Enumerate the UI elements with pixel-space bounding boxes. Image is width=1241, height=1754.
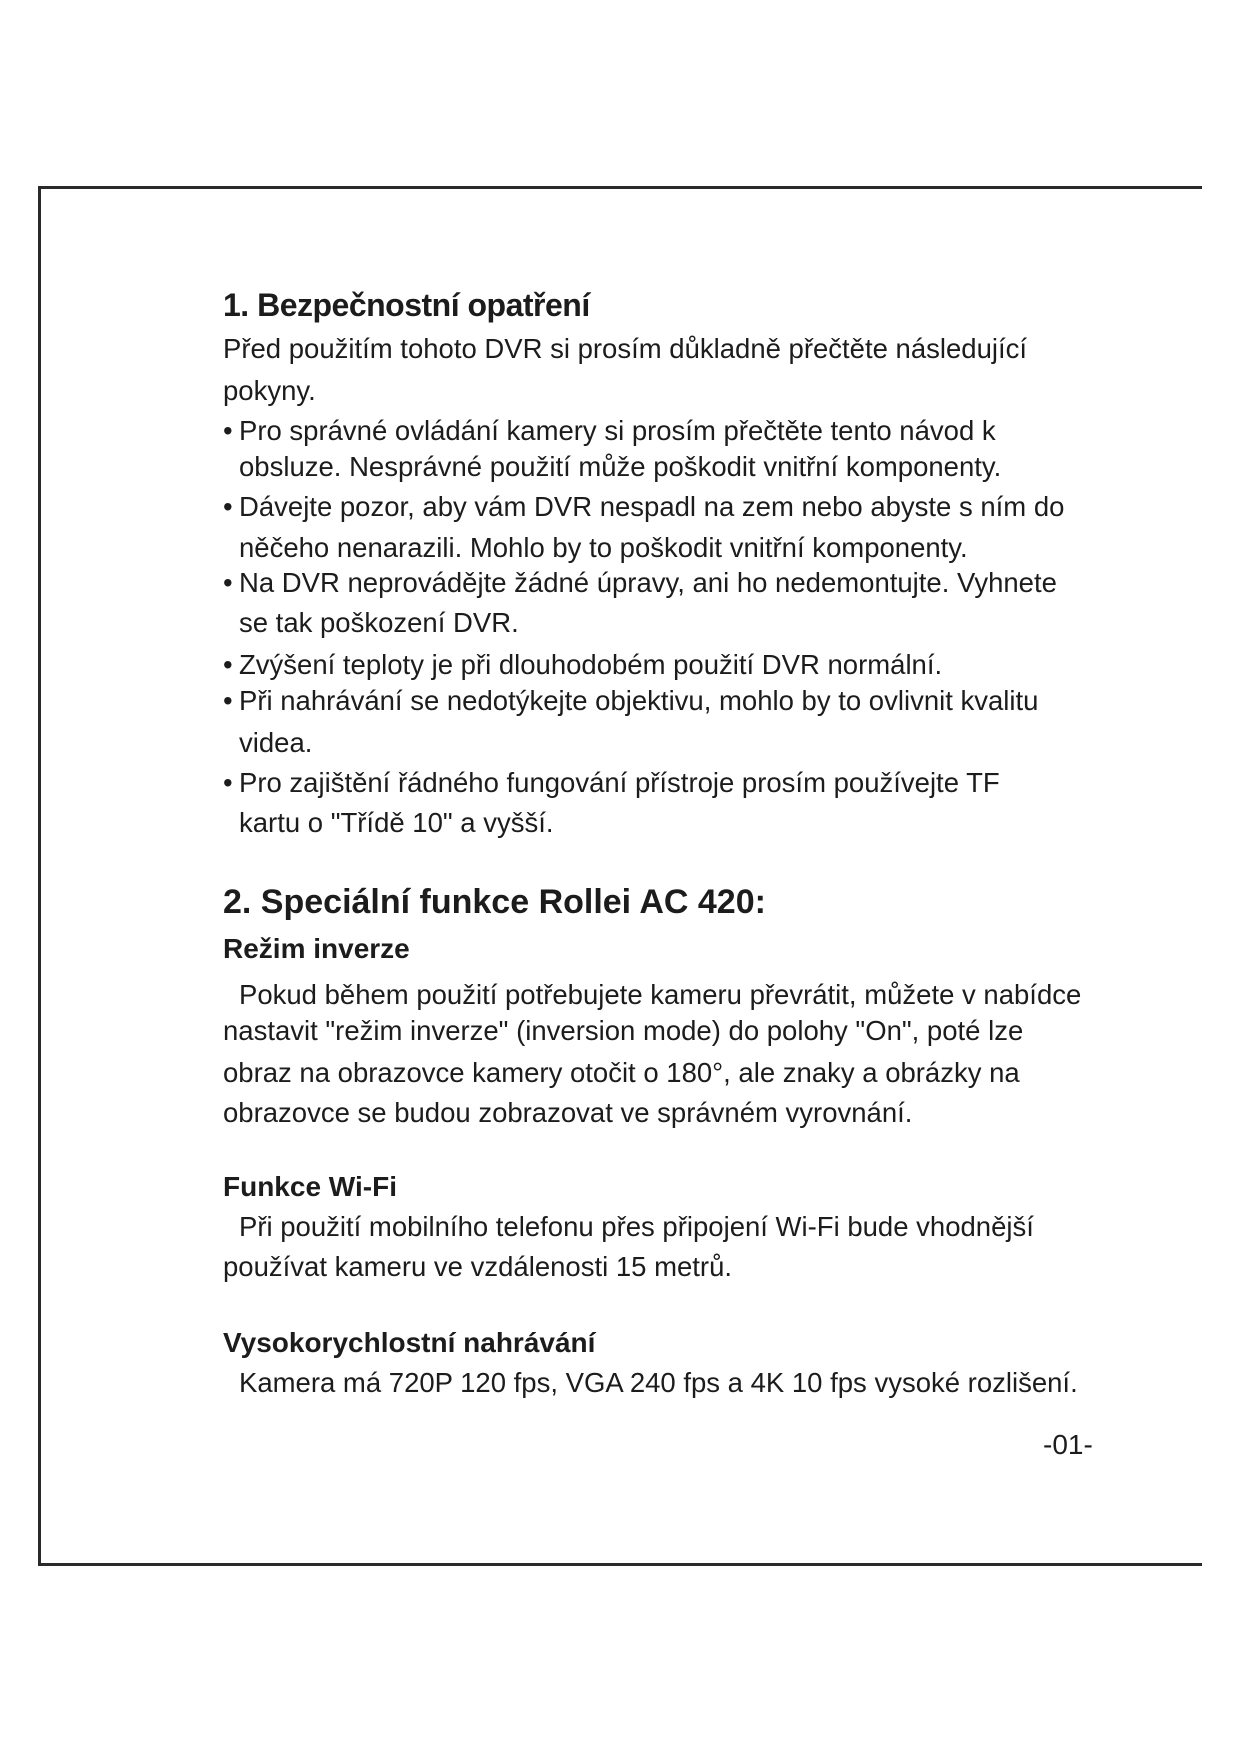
bullet-icon: • — [223, 649, 233, 680]
bullet-text-continued: něčeho nenarazili. Mohlo by to poškodit vnitřní komponenty. — [239, 532, 968, 563]
section1-intro-line2: pokyny. — [223, 375, 316, 406]
inversion-line4: obrazovce se budou zobrazovat ve správném vyrovnání. — [223, 1097, 913, 1128]
bullet-text-continued: se tak poškození DVR. — [239, 607, 519, 638]
bullet-item — [223, 491, 1064, 523]
inversion-line2: nastavit "režim inverze" (inversion mode) do polohy "On", poté lze — [223, 1015, 1024, 1046]
bullet-text: Zvýšení teploty je při dlouhodobém použití DVR normální. — [239, 649, 943, 680]
bullet-text: Pro zajištění řádného fungování přístroje prosím používejte TF — [239, 767, 1000, 798]
bullet-text-continued: kartu o "Třídě 10" a vyšší. — [239, 807, 554, 838]
bullet-item — [223, 415, 996, 447]
section2-title: 2. Speciální funkce Rollei AC 420: — [223, 883, 766, 921]
bullet-icon: • — [223, 415, 233, 446]
inversion-line1: Pokud během použití potřebujete kameru převrátit, můžete v nabídce — [239, 979, 1082, 1010]
page-number: -01- — [1043, 1429, 1093, 1460]
bullet-text: Dávejte pozor, aby vám DVR nespadl na zem nebo abyste s ním do — [239, 491, 1065, 522]
bullet-item — [223, 567, 1057, 599]
inversion-line3: obraz na obrazovce kamery otočit o 180°, ale znaky a obrázky na — [223, 1057, 1020, 1088]
bullet-text: Pro správné ovládání kamery si prosím přečtěte tento návod k — [239, 415, 996, 446]
bullet-icon: • — [223, 491, 233, 522]
section1-title: 1. Bezpečnostní opatření — [223, 287, 590, 323]
bullet-icon: • — [223, 567, 233, 598]
wifi-line2: používat kameru ve vzdálenosti 15 metrů. — [223, 1251, 733, 1282]
wifi-line1: Při použití mobilního telefonu přes připojení Wi-Fi bude vhodnější — [239, 1211, 1034, 1242]
bullet-text-continued: videa. — [239, 727, 313, 758]
bullet-icon: • — [223, 767, 233, 798]
highspeed-heading: Vysokorychlostní nahrávání — [223, 1327, 596, 1358]
bullet-item — [223, 767, 1000, 799]
wifi-heading: Funkce Wi-Fi — [223, 1171, 397, 1202]
inversion-heading: Režim inverze — [223, 933, 410, 964]
bullet-text-continued: obsluze. Nesprávné použití může poškodit vnitřní komponenty. — [239, 451, 1002, 482]
bullet-icon: • — [223, 685, 233, 716]
bullet-text: Na DVR neprovádějte žádné úpravy, ani ho nedemontujte. Vyhnete — [239, 567, 1057, 598]
bullet-item — [223, 649, 942, 681]
bullet-text: Při nahrávání se nedotýkejte objektivu, mohlo by to ovlivnit kvalitu — [239, 685, 1039, 716]
section1-intro-line1: Před použitím tohoto DVR si prosím důkladně přečtěte následující — [223, 333, 1028, 364]
bullet-item — [223, 685, 1038, 717]
highspeed-line1: Kamera má 720P 120 fps, VGA 240 fps a 4K 10 fps vysoké rozlišení. — [239, 1367, 1078, 1398]
page-frame — [38, 186, 1202, 1566]
